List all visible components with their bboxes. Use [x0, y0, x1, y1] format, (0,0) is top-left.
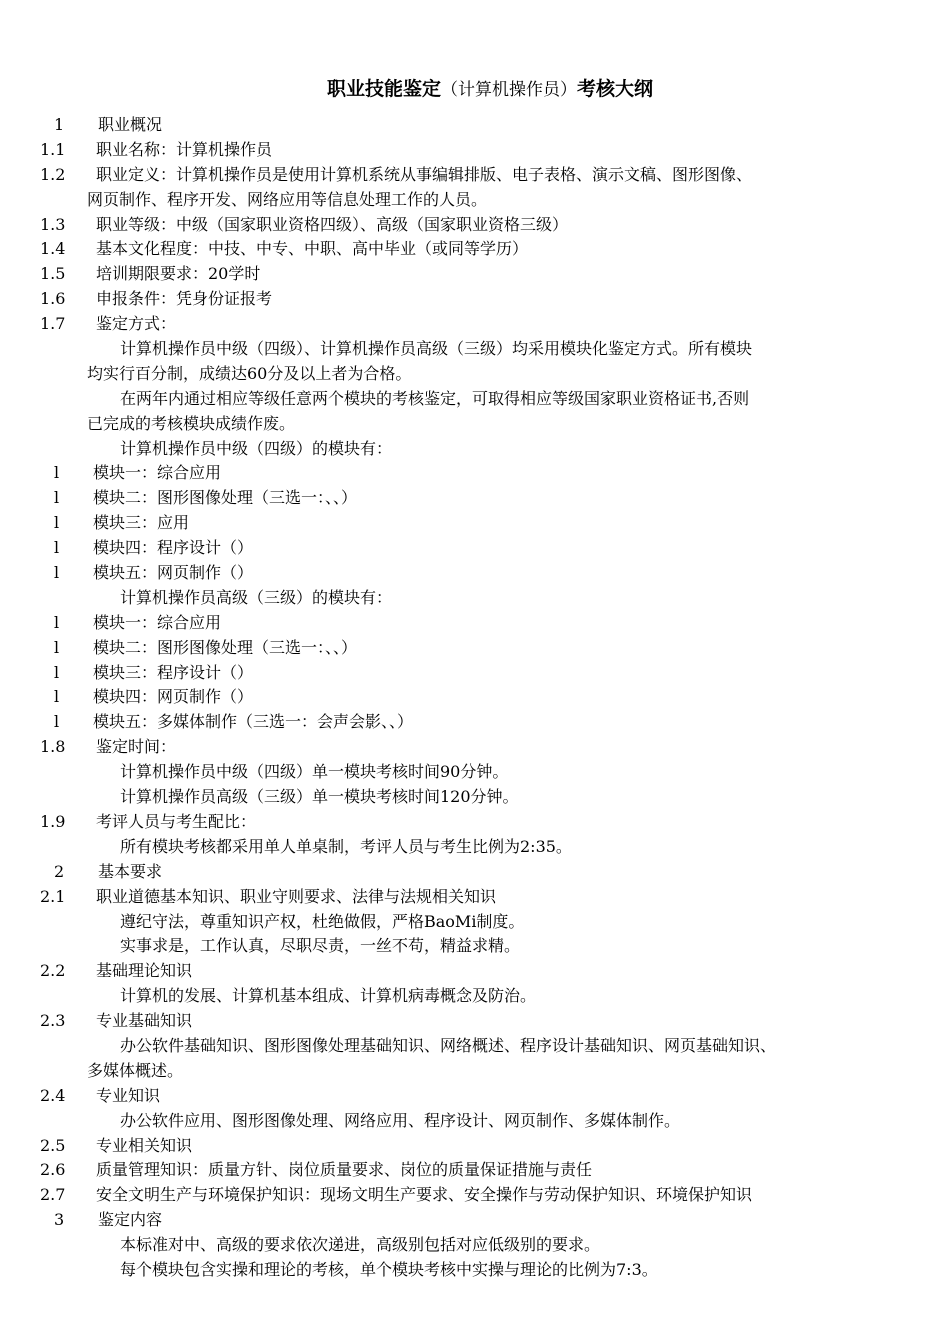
document-line: [0, 1109, 950, 1134]
title-normal-part: （计算机操作员）: [441, 80, 577, 100]
section-number: 1.8: [40, 737, 66, 757]
line-text: 本标准对中、高级的要求依次递进，高级别包括对应低级别的要求。: [120, 1235, 601, 1255]
section-number: 2.4: [40, 1085, 66, 1105]
section-number: 2.3: [40, 1011, 66, 1031]
section-number: 2.6: [40, 1160, 66, 1180]
document-line: [0, 785, 950, 810]
line-text: 模块三：程序设计（）: [93, 662, 254, 682]
bullet-marker: l: [54, 488, 60, 508]
line-text: 网页制作、程序开发、网络应用等信息处理工作的人员。: [87, 189, 488, 209]
document-line: [0, 1134, 950, 1159]
line-text: 职业等级：中级（国家职业资格四级）、高级（国家职业资格三级）: [96, 214, 569, 234]
section-number: 3: [54, 1210, 65, 1230]
title-bold-part: 职业技能鉴定: [326, 78, 441, 100]
document-title: [0, 76, 950, 103]
line-text: 模块二：图形图像处理（三选一：、、）: [93, 488, 358, 508]
document-line: [0, 685, 950, 710]
line-text: 安全文明生产与环境保护知识：现场文明生产要求、安全操作与劳动保护知识、环境保护知识: [96, 1185, 753, 1205]
document-line: [0, 163, 950, 188]
document-line: [0, 237, 950, 262]
document-line: [0, 362, 950, 387]
document-line: [0, 536, 950, 561]
document-line: [0, 885, 950, 910]
line-text: 专业相关知识: [96, 1135, 193, 1155]
line-text: 所有模块考核都采用单人单桌制，考评人员与考生比例为2:35。: [120, 836, 572, 856]
document-line: [0, 735, 950, 760]
line-text: 办公软件基础知识、图形图像处理基础知识、网络概述、程序设计基础知识、网页基础知识、: [120, 1035, 777, 1055]
line-text: 模块五：网页制作（）: [93, 563, 254, 583]
document-line: [0, 934, 950, 959]
document-line: [0, 511, 950, 536]
line-text: 申报条件：凭身份证报考: [96, 289, 273, 309]
section-number: 2.2: [40, 961, 66, 981]
document-line: [0, 213, 950, 238]
document-line: [0, 1258, 950, 1283]
line-text: 职业概况: [98, 115, 163, 134]
line-text: 职业名称：计算机操作员: [96, 139, 273, 159]
line-text: 基本要求: [98, 861, 163, 881]
line-text: 职业道德基本知识、职业守则要求、法律与法规相关知识: [96, 886, 497, 906]
section-number: 2: [54, 861, 65, 881]
line-text: 质量管理知识：质量方针、岗位质量要求、岗位的质量保证措施与责任: [96, 1160, 593, 1180]
document-line: [0, 337, 950, 362]
line-text: 鉴定时间：: [96, 737, 177, 757]
line-text: 遵纪守法，尊重知识产权，杜绝做假，严格BaoMi制度。: [120, 911, 525, 931]
line-text: 办公软件应用、图形图像处理、网络应用、程序设计、网页制作、多媒体制作。: [120, 1110, 681, 1130]
document-line: [0, 387, 950, 412]
section-number: 1.4: [40, 239, 66, 259]
section-number: 1.9: [40, 811, 66, 831]
line-text: 计算机操作员高级（三级）单一模块考核时间120分钟。: [120, 787, 519, 807]
line-text: 计算机的发展、计算机基本组成、计算机病毒概念及防治。: [120, 986, 537, 1006]
document-line: [0, 810, 950, 835]
line-text: 职业定义：计算机操作员是使用计算机系统从事编辑排版、电子表格、演示文稿、图形图像、: [96, 164, 753, 184]
section-number: 1.6: [40, 289, 66, 309]
line-text: 基本文化程度：中技、中专、中职、高中毕业（或同等学历）: [96, 239, 529, 259]
document-line: [0, 188, 950, 213]
document-body: [0, 113, 950, 1283]
document-line: [0, 984, 950, 1009]
document-line: [0, 860, 950, 885]
line-text: 模块二：图形图像处理（三选一：、、）: [93, 637, 358, 657]
document-line: [0, 437, 950, 462]
title-bold-tail: 考核大纲: [577, 78, 654, 100]
line-text: 均实行百分制，成绩达60分及以上者为合格。: [87, 363, 412, 383]
bullet-marker: l: [54, 463, 60, 483]
section-number: 1.2: [40, 164, 66, 184]
line-text: 专业知识: [96, 1085, 161, 1105]
section-number: 2.5: [40, 1135, 66, 1155]
document-line: [0, 1009, 950, 1034]
line-text: 鉴定内容: [98, 1210, 163, 1230]
bullet-marker: l: [54, 563, 60, 583]
line-text: 模块一：综合应用: [93, 463, 222, 483]
line-text: 模块一：综合应用: [93, 612, 222, 632]
document-line: [0, 1059, 950, 1084]
document-line: [0, 561, 950, 586]
document-line: [0, 959, 950, 984]
document-line: [0, 138, 950, 163]
line-text: 计算机操作员中级（四级）单一模块考核时间90分钟。: [120, 762, 509, 782]
line-text: 模块五：多媒体制作（三选一：会声会影、、）: [93, 712, 414, 732]
line-text: 实事求是，工作认真，尽职尽责，一丝不苟，精益求精。: [120, 936, 521, 956]
document-line: [0, 1034, 950, 1059]
document-line: [0, 661, 950, 686]
document-line: [0, 412, 950, 437]
section-number: 1.1: [40, 139, 66, 159]
line-text: 已完成的考核模块成绩作废。: [87, 413, 296, 433]
bullet-marker: l: [54, 612, 60, 632]
line-text: 模块三：应用: [93, 513, 190, 533]
document-line: [0, 910, 950, 935]
document-line: [0, 636, 950, 661]
line-text: 专业基础知识: [96, 1011, 193, 1031]
line-text: 模块四：网页制作（）: [93, 687, 254, 707]
document-line: [0, 710, 950, 735]
document-line: [0, 1084, 950, 1109]
bullet-marker: l: [54, 662, 60, 682]
document-line: [0, 611, 950, 636]
bullet-marker: l: [54, 712, 60, 732]
document-line: [0, 1158, 950, 1183]
line-text: 多媒体概述。: [87, 1060, 184, 1080]
document-line: [0, 760, 950, 785]
document-line: [0, 486, 950, 511]
line-text: 计算机操作员中级（四级）的模块有：: [120, 438, 393, 458]
bullet-marker: l: [54, 637, 60, 657]
line-text: 培训期限要求：20学时: [96, 264, 261, 284]
bullet-marker: l: [54, 538, 60, 558]
document-line: [0, 287, 950, 312]
bullet-marker: l: [54, 513, 60, 533]
document-line: [0, 312, 950, 337]
document-line: [0, 1233, 950, 1258]
section-number: 2.1: [40, 886, 66, 906]
line-text: 计算机操作员中级（四级）、计算机操作员高级（三级）均采用模块化鉴定方式。所有模块: [120, 339, 753, 359]
document-line: [0, 262, 950, 287]
line-text: 模块四：程序设计（）: [93, 538, 254, 558]
document-line: [0, 586, 950, 611]
document-line: [0, 1208, 950, 1233]
line-text: 基础理论知识: [96, 961, 193, 981]
line-text: 在两年内通过相应等级任意两个模块的考核鉴定，可取得相应等级国家职业资格证书,否则: [120, 388, 750, 408]
line-text: 每个模块包含实操和理论的考核，单个模块考核中实操与理论的比例为7:3。: [120, 1259, 658, 1279]
line-text: 鉴定方式：: [96, 314, 177, 334]
section-number: 1.3: [40, 214, 66, 234]
line-text: 考评人员与考生配比：: [96, 811, 257, 831]
document-line: [0, 835, 950, 860]
section-number: 1.5: [40, 264, 66, 284]
line-text: 计算机操作员高级（三级）的模块有：: [120, 587, 393, 607]
section-number: 2.7: [40, 1185, 66, 1205]
document-line: [0, 461, 950, 486]
section-number: 1.7: [40, 314, 66, 334]
document-line: [0, 1183, 950, 1208]
section-number: 1: [54, 115, 65, 134]
document-line: [0, 113, 950, 138]
bullet-marker: l: [54, 687, 60, 707]
